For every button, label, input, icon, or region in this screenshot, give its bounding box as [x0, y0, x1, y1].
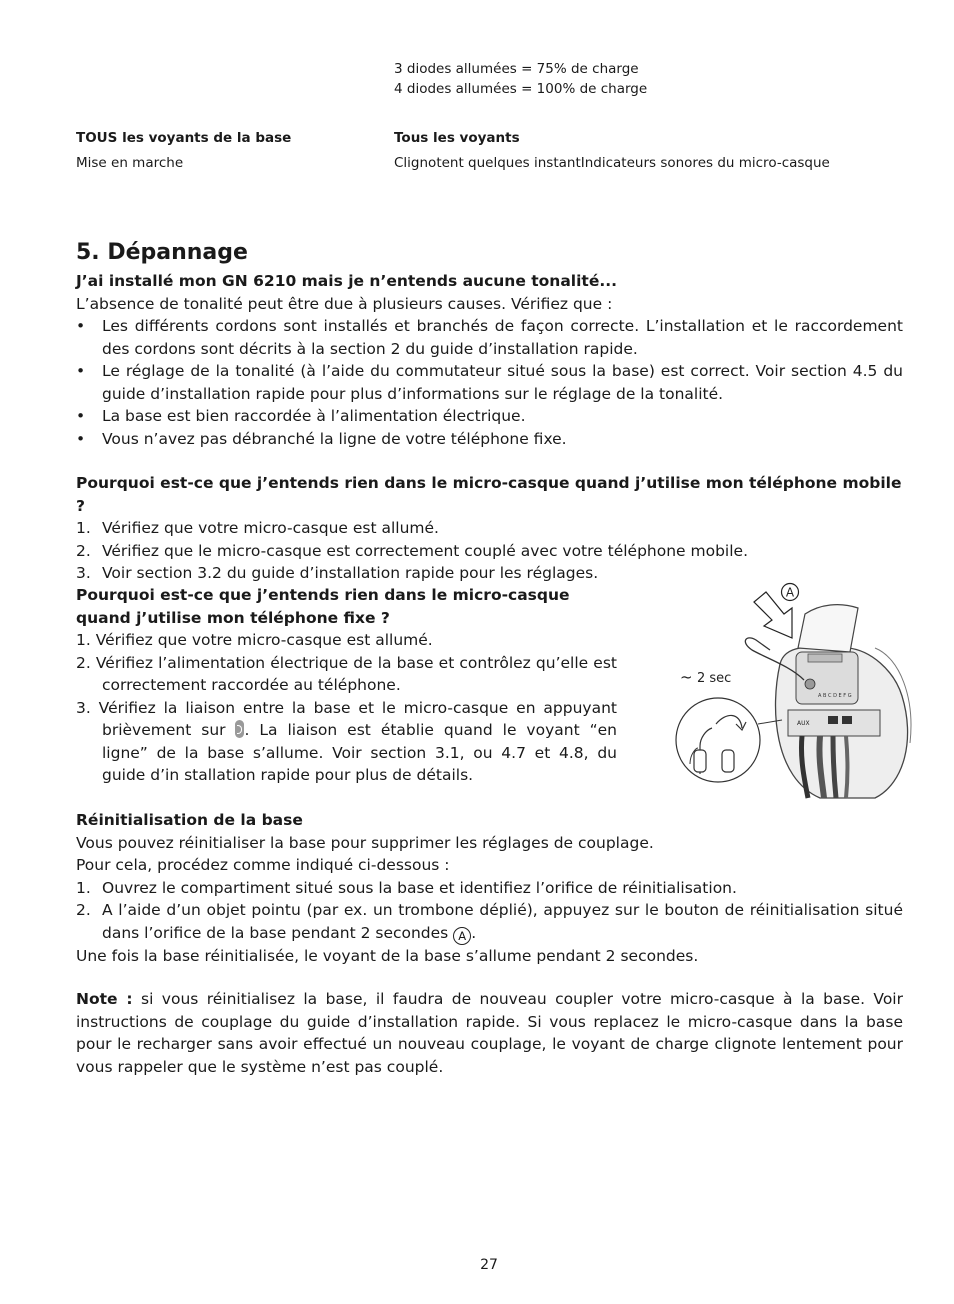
- q1-intro: L’absence de tonalité peut être due à plusieurs causes. Vérifiez que :: [76, 294, 613, 313]
- reset-line-2: Pour cela, procédez comme indiqué ci-dessous :: [76, 856, 450, 874]
- dip-letters: A B C D E F G: [818, 693, 852, 699]
- table-col2-header: Tous les voyants: [394, 130, 520, 146]
- table-col2-value: Clignotent quelques instantIndicateurs sonores du micro-casque: [394, 155, 830, 171]
- base-illustration: [670, 578, 920, 804]
- reset-after: Une fois la base réinitialisée, le voyant de la base s’allume pendant 2 secondes.: [76, 946, 699, 965]
- q3-item-2: 2. Vérifiez l’alimentation électrique de la base et contrôlez qu’elle est correctement raccordée au téléphone.: [76, 653, 617, 694]
- section-title: 5. Dépannage: [76, 240, 248, 265]
- reset-list: [76, 877, 903, 945]
- charge-line-75: 3 diodes allumées = 75% de charge: [394, 61, 639, 77]
- q2-heading: Pourquoi est-ce que j’entends rien dans le micro-casque quand j’utilise mon téléphone mobile ?: [76, 474, 902, 515]
- list-item: • Les différents cordons sont installés et branchés de façon correcte. L’installation et le raccordement des cordons sont décrits à la section 2 du guide d’installation rapide.: [76, 317, 903, 358]
- list-item: • Le réglage de la tonalité (à l’aide du commutateur situé sous la base) est correct. Voir section 4.5 du guide d’installation rapide pour plus d’informations sur le réglage de la tonalité.: [76, 362, 903, 403]
- list-item: 3. Voir section 3.2 du guide d’installation rapide pour les réglages.: [76, 564, 599, 582]
- list-item: • Vous n’avez pas débranché la ligne de votre téléphone fixe.: [76, 429, 567, 448]
- note-paragraph: [76, 988, 903, 1078]
- q3-item-3: 3. Vérifiez la liaison entre la base et le micro-casque en appuyant brièvement sur . La liaison est établie quand le voyant “en ligne” de la base s’allume. Voir section 3.1, ou 4.7 et 4.8, du guide d’in stallation rapide pour plus de détails.: [76, 698, 617, 784]
- q3-heading: Pourquoi est-ce que j’entends rien dans le micro-casque quand j’utilise mon téléphone fixe ?: [76, 586, 570, 627]
- charge-line-100: 4 diodes allumées = 100% de charge: [394, 81, 648, 97]
- table-col1-value: Mise en marche: [76, 155, 184, 171]
- tilde-icon: ~: [680, 668, 693, 686]
- q1-block: [76, 270, 903, 450]
- q2-list: [76, 517, 906, 585]
- note-text: si vous réinitialisez la base, il faudra de nouveau coupler votre micro-casque à la base. Voir instructions de couplage du guide d’installation rapide. Si vous replacez le micro-casque dans la base pour le recharger sans avoir effectué un nouveau couplage, le voyant de charge clignote lentement pour vous rappeler que le système n’est pas couplé.: [76, 990, 903, 1076]
- page-number: 27: [480, 1257, 498, 1273]
- base-reset-figure: [670, 578, 920, 804]
- reset-block: [76, 809, 903, 967]
- list-item: 1. Vérifiez que votre micro-casque est allumé.: [76, 519, 439, 537]
- list-item: • La base est bien raccordée à l’alimentation électrique.: [76, 407, 526, 425]
- reset-line-1: Vous pouvez réinitialiser la base pour supprimer les réglages de couplage.: [76, 833, 654, 852]
- list-item: 2. A l’aide d’un objet pointu (par ex. un trombone déplié), appuyez sur le bouton de réinitialisation situé dans l’orifice de la base pendant 2 secondes A .: [76, 901, 903, 943]
- q2-block: [76, 472, 906, 585]
- list-item: 1. Ouvrez le compartiment situé sous la base et identifiez l’orifice de réinitialisation.: [76, 878, 737, 897]
- q3-item-1: 1. Vérifiez que votre micro-casque est allumé.: [76, 631, 433, 649]
- note-label: Note :: [76, 990, 133, 1008]
- q1-heading: J’ai installé mon GN 6210 mais je n’entends aucune tonalité...: [76, 272, 617, 290]
- table-col1-header: TOUS les voyants de la base: [76, 130, 292, 146]
- q3-block: [76, 584, 617, 787]
- headset-button-icon: [235, 720, 244, 738]
- aux-port-label: AUX: [797, 720, 810, 727]
- list-item: 2. Vérifiez que le micro-casque est correctement couplé avec votre téléphone mobile.: [76, 541, 749, 560]
- reset-heading: Réinitialisation de la base: [76, 811, 303, 829]
- q1-list: [76, 315, 903, 450]
- figure-marker-a: A: [785, 585, 795, 600]
- duration-label: 2 sec: [697, 671, 732, 686]
- marker-a-icon: A: [453, 927, 471, 945]
